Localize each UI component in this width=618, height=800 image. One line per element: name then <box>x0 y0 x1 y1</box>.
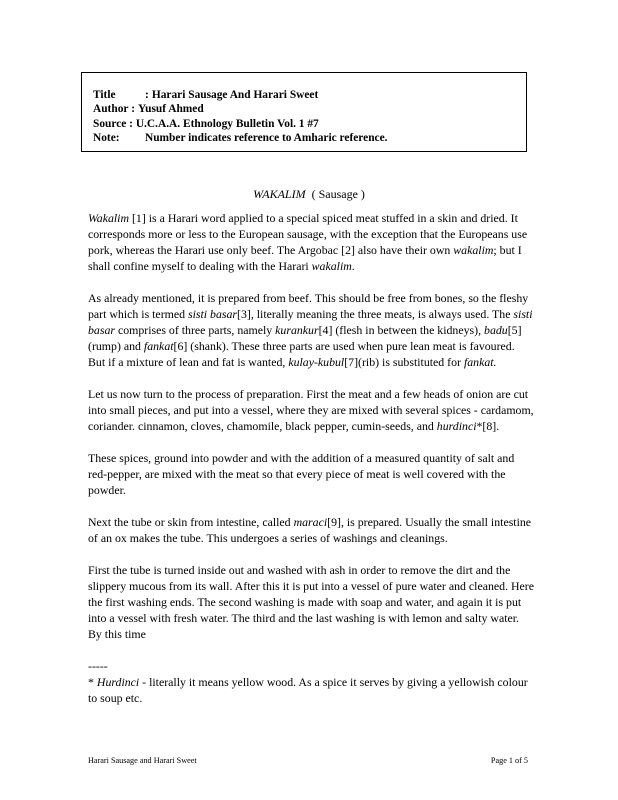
metadata-box <box>81 72 527 152</box>
paragraph-5: Next the tube or skin from intestine, called maraci[9], is prepared. Usually the small intestine of an ox makes the tube. This undergoes a series of washings and cleanings. <box>88 515 532 545</box>
term: Hurdinci <box>96 675 140 689</box>
paragraph-6: First the tube is turned inside out and washed with ash in order to remove the dirt and the slippery mucous from its wall. After this it is put into a vessel of pure water and cleaned. Here the first washing ends. The second washing is made with soap and water, and again it is put into a vessel with fresh water. The third and the last washing is with lemon and salty water. By this time <box>88 563 534 641</box>
term: badu <box>484 323 508 337</box>
term: Wakalim <box>88 211 130 225</box>
footnote: * Hurdinci - literally it means yellow wood. As a spice it serves by giving a yellowish colour to soup etc. <box>88 675 528 705</box>
page-footer <box>88 756 528 765</box>
term: wakalim <box>311 259 352 273</box>
term: sisti basar <box>88 307 533 337</box>
term: kurankur <box>275 323 319 337</box>
paragraph-4: These spices, ground into powder and with the addition of a measured quantity of salt and red-pepper, are mixed with the meat so that every piece of meat is well covered with the powder. <box>88 451 515 497</box>
paragraph-3: Let us now turn to the process of preparation. First the meat and a few heads of onion are cut into small pieces, and put into a vessel, where they are mixed with several spices - cardamom, coriander. cinnamon, cloves, chamomile, black pepper, cumin-seeds, and hurdinci*[8]. <box>88 387 534 433</box>
note-row <box>93 131 526 145</box>
paragraph-2: As already mentioned, it is prepared from beef. This should be free from bones, so the fleshy part which is termed sisti basar[3], literally meaning the three meats, is always used. The sisti basar comprises of three parts, namely kurankur[4] (flesh in between the kidneys), badu[5] (rump) and fankat[6] (shank). These three parts are used when pure lean meat is favoured. But if a mixture of lean and fat is wanted, kulay-kubul[7](rib) is substituted for fankat. <box>88 291 533 369</box>
section-heading <box>0 187 618 202</box>
heading-word: WAKALIM <box>253 187 306 201</box>
term: hurdinci <box>436 419 477 433</box>
title-value: Harari Sausage And Harari Sweet <box>151 89 319 101</box>
heading-sub: ( Sausage ) <box>311 187 365 201</box>
source-row: Source : U.C.A.A. Ethnology Bulletin Vol. 1 #7 <box>93 117 319 130</box>
note-value: Number indicates reference to Amharic reference. <box>145 132 388 145</box>
author-row: Author : Yusuf Ahmed <box>93 103 204 116</box>
author-label: Author <box>93 103 129 116</box>
term: fankat. <box>463 355 497 369</box>
footnote-separator: ----- <box>88 659 108 673</box>
term: maraci <box>293 515 328 529</box>
term: fankat <box>143 339 174 353</box>
author-value: Yusuf Ahmed <box>137 103 204 116</box>
page-number: Page 1 of 5 <box>490 756 528 765</box>
footer-title: Harari Sausage and Harari Sweet <box>88 756 197 765</box>
term: kulay-kubul <box>288 355 345 369</box>
paragraph-1: Wakalim [1] is a Harari word applied to a special spiced meat stuffed in a skin and dried. It corresponds more or less to the European sausage, with the exception that the Europeans use pork, whereas the Harari use only beef. The Argobac [2] also have their own wakalim; but I shall confine myself to dealing with the Harari wakalim. <box>88 211 528 273</box>
title-label: Title <box>93 89 116 101</box>
title-row: Title : Harari Sausage And Harari Sweet <box>93 89 319 101</box>
source-label: Source <box>93 117 127 130</box>
body-text <box>88 210 534 706</box>
term: wakalim <box>453 243 494 257</box>
term: sisti basar <box>187 307 238 321</box>
source-value: U.C.A.A. Ethnology Bulletin Vol. 1 #7 <box>135 117 319 130</box>
note-label: Note: <box>93 132 120 145</box>
